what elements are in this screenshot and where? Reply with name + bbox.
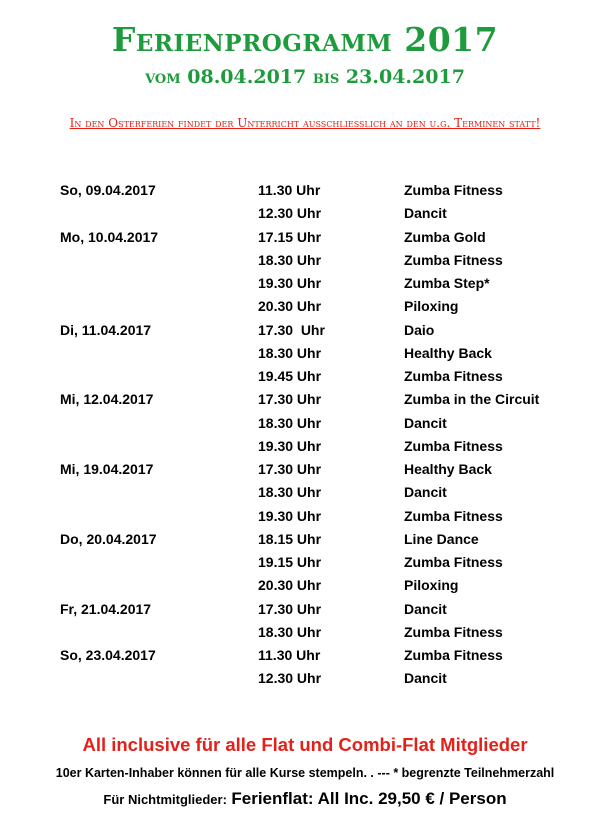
schedule-time: 18.30 Uhr [258,414,322,431]
schedule-row [0,598,610,621]
schedule-row [0,226,610,249]
schedule-course: Zumba in the Circuit [404,391,540,408]
schedule-time: 19.30 Uhr [258,507,322,524]
schedule-row [0,202,610,225]
schedule-time: 17.30 Uhr [258,600,322,617]
schedule-date: Mi, 12.04.2017 [60,391,154,408]
schedule-row [0,528,610,551]
schedule-row [0,249,610,272]
schedule-time: 19.30 Uhr [258,437,322,454]
schedule-date: Di, 11.04.2017 [60,321,152,338]
schedule-time: 11.30 Uhr [258,182,321,198]
schedule-row [0,435,610,458]
schedule-row [0,481,610,504]
schedule-time: 18.30 Uhr [258,344,322,361]
schedule-course: Zumba Step* [404,275,490,291]
schedule-row [0,388,610,411]
schedule-course: Dancit [404,205,447,222]
schedule-course: Healthy Back [404,344,492,361]
schedule-list [0,179,610,691]
schedule-time: 17.15 Uhr [258,228,322,245]
schedule-time: 20.30 Uhr [258,298,322,315]
card-holder-info: 10er Karten-Inhaber können für alle Kurse stempeln. . --- * begrenzte Teilnehmerzahl [55,766,555,780]
schedule-row [0,365,610,388]
schedule-row [0,295,610,318]
schedule-course: Dancit [404,414,447,431]
schedule-time: 20.30 Uhr [258,577,322,594]
schedule-time: 17.30 Uhr [258,391,322,408]
schedule-course: Zumba Fitness [404,251,503,268]
schedule-row [0,667,610,690]
schedule-date: Mo, 10.04.2017 [60,228,159,245]
schedule-row [0,319,610,342]
schedule-course: Zumba Fitness [404,182,503,198]
schedule-time: 12.30 Uhr [258,205,322,222]
schedule-course: Piloxing [404,577,459,594]
schedule-course: Dancit [404,600,447,617]
schedule-row [0,644,610,667]
schedule-course: Zumba Fitness [404,368,503,384]
schedule-row [0,342,610,365]
schedule-time: 17.30 Uhr [258,461,322,477]
schedule-row [0,179,610,202]
schedule-course: Dancit [404,484,447,501]
schedule-time: 12.30 Uhr [258,670,322,687]
schedule-time: 18.30 Uhr [258,484,322,501]
schedule-date: Do, 20.04.2017 [60,530,157,547]
schedule-row [0,458,610,481]
schedule-time: 19.15 Uhr [258,554,322,570]
schedule-row [0,505,610,528]
all-inclusive-text: All inclusive für alle Flat und Combi-Flat Mitglieder [82,734,528,755]
schedule-course: Healthy Back [404,461,492,477]
schedule-row [0,272,610,295]
page-title: Ferienprogramm 2017 [111,20,499,59]
schedule-course: Zumba Fitness [404,623,503,640]
schedule-course: Piloxing [404,298,459,315]
schedule-course: Zumba Fitness [404,554,503,570]
schedule-time: 17.30 Uhr [258,321,325,338]
schedule-row [0,621,610,644]
nonmember-price-line [0,789,610,809]
schedule-time: 19.45 Uhr [258,368,322,384]
schedule-course: Zumba Fitness [404,507,503,524]
schedule-time: 19.30 Uhr [258,275,322,291]
schedule-time: 18.30 Uhr [258,251,322,268]
schedule-course: Daio [404,321,435,338]
schedule-course: Line Dance [404,530,479,547]
page-subtitle: vom 08.04.2017 bis 23.04.2017 [145,66,465,88]
schedule-course: Zumba Fitness [404,437,503,454]
schedule-course: Zumba Gold [404,228,486,245]
schedule-date: Mi, 19.04.2017 [60,461,154,477]
nonmember-label: Für Nichtmitglieder: [103,792,227,807]
schedule-time: 11.30 Uhr [258,647,321,663]
schedule-date: So, 09.04.2017 [60,182,156,198]
schedule-time: 18.15 Uhr [258,530,322,547]
schedule-row [0,574,610,597]
schedule-date: Fr, 21.04.2017 [60,600,152,617]
schedule-course: Dancit [404,670,447,687]
schedule-row [0,551,610,574]
schedule-date: So, 23.04.2017 [60,647,156,663]
schedule-course: Zumba Fitness [404,647,503,663]
notice-text: In den Osterferien findet der Unterricht ausschliesslich an den u.g. Terminen statt! [69,116,541,130]
nonmember-price: Ferienflat: All Inc. 29,50 € / Person [231,789,507,808]
schedule-row [0,412,610,435]
schedule-time: 18.30 Uhr [258,623,322,640]
